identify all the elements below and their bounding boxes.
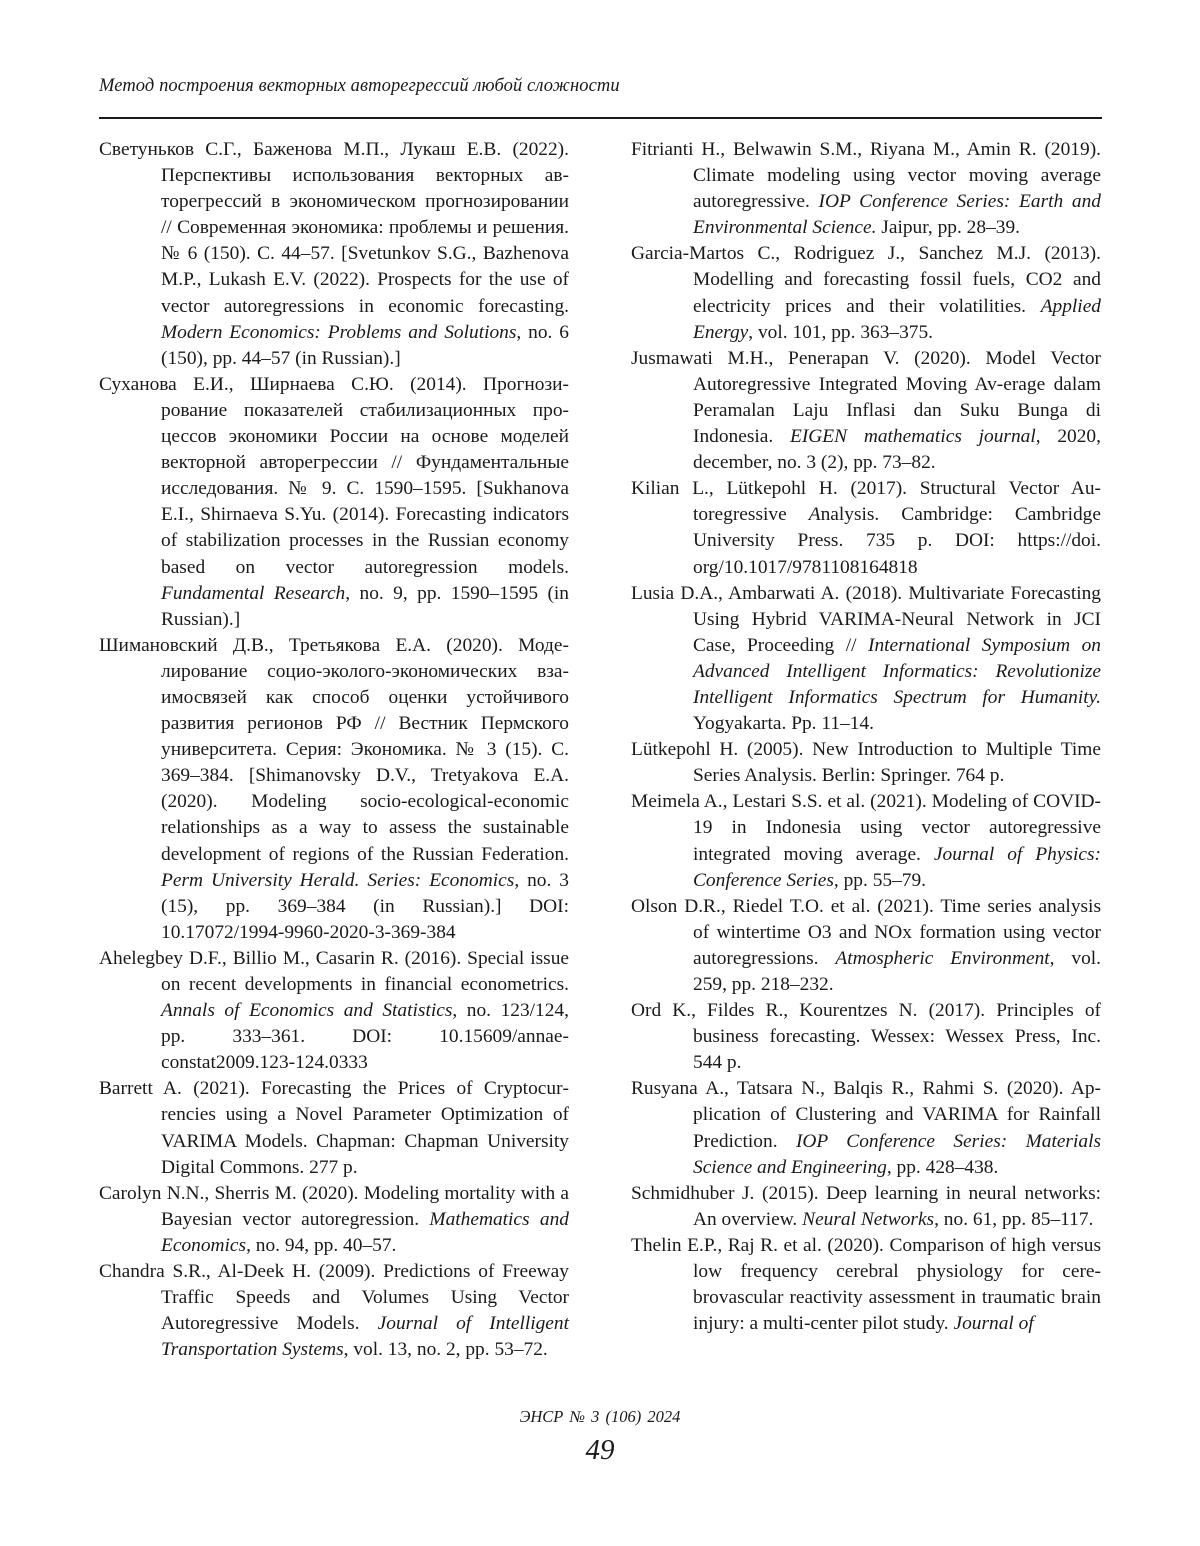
reference-source-title: Mathe­matics and Economics (161, 1209, 569, 1256)
reference-text: Jaipur, pp. 28–39. (876, 217, 1020, 238)
reference-text: , pp. 428–438. (887, 1157, 999, 1178)
reference-text: Ord K., Fildes R., Kourentzes N. (2017). Principles of business forecasting. Wessex: Wessex Press, Inc. 544 p. (631, 1000, 1101, 1073)
reference-source-title: Perm University Herald. Series: Eco­nomics (161, 870, 514, 891)
reference-entry (631, 1076, 1101, 1180)
reference-entry (631, 998, 1101, 1076)
reference-source-title: IOP Conference Series: Earth and Environmental Science. (693, 191, 1101, 238)
reference-source-title: Atmospheric Environ­ment (835, 948, 1049, 969)
reference-source-title: Applied Energy (693, 296, 1101, 343)
reference-text: , vol. 13, no. 2, pp. 53–72. (344, 1339, 548, 1360)
reference-entry (631, 789, 1101, 893)
reference-text: Olson D.R., Riedel T.O. et al. (2021). Time series anal­ysis of wintertime O3 and NOx formation using vector autoregressions. (631, 896, 1101, 969)
reference-entry (99, 633, 569, 946)
reference-entry (631, 1181, 1101, 1233)
reference-text: , no. 123/124, pp. 333–361. DOI: 10.15609/annae­constat2009.123-124.0333 (161, 1000, 569, 1073)
reference-entry (99, 1259, 569, 1363)
page-number: 49 (0, 1434, 1200, 1467)
reference-text: Светуньков С.Г., Баженова М.П., Лукаш Е.В. (2022). Перспективы использования векторных ав­торегрессий в экономическом прогнозирова­нии // Современная экономика: проблемы и ре­шения. № 6 (150). С. 44–57. [Svetunkov S.G., Bazhenova M.P., Lukash E.V. (2022). Prospects for the use of vector autoregressions in economic forecasting. (99, 139, 569, 317)
reference-text: Carolyn N.N., Sherris M. (2020). Modeling mortality with a Bayesian vector autoregression. (99, 1183, 569, 1230)
reference-entry (631, 476, 1101, 580)
reference-text: Garcia-Martos C., Rodriguez J., Sanchez M.J. (2013). Modelling and forecasting fossil fuels, CO2 and electricity prices and their volatilities. (631, 243, 1101, 316)
reference-text: , no. 61, pp. 85–117. (934, 1209, 1093, 1230)
reference-text: , vol. 259, pp. 218–232. (693, 948, 1101, 995)
reference-text: Шимановский Д.В., Третьякова Е.А. (2020). Моде­лирование социо-эколого-экономических вза­имосвязей как способ оценки устойчивого развития регионов РФ // Вестник Пермского университета. Серия: Экономика. № 3 (15). С. 369–384. [Shimanovsky D.V., Tretyako­va E.A. (2020). Modeling socio-ecological-economic relationships as a way to assess the sus­tainable development of regions of the Russian Federation. (99, 635, 569, 865)
references-right-column (631, 137, 1101, 1337)
reference-source-title: Annals of Economics and Statistics (161, 1000, 452, 1021)
reference-text: , no. 9, pp. 1590–1595 (in Russian).] (161, 583, 569, 630)
reference-text: nalysis. Cambridge: Cambridge University Press. 735 p. DOI: https://doi.​org/10.1017/9781108164818 (693, 504, 1101, 577)
reference-source-title: Fundamental Research (161, 583, 345, 604)
reference-text: , no. 6 (150), pp. 44–57 (in Russian).] (161, 322, 569, 369)
reference-entry (631, 1233, 1101, 1337)
reference-text: Ahelegbey D.F., Billio M., Casarin R. (2016). Special issue on recent developments in financial econo­metrics. (99, 948, 569, 995)
reference-entry (631, 137, 1101, 241)
reference-text: , pp. 55–79. (834, 870, 926, 891)
reference-source-title: Journal of Phys­ics: Conference Series (693, 844, 1101, 891)
reference-source-title: Journal of (953, 1313, 1033, 1334)
reference-source-title: International Symposium on Advanced Intelligent Informatics: Revolution­ize Intelligent Informatics Spectrum for Humani­ty. (693, 635, 1101, 708)
header-rule (99, 117, 1102, 119)
reference-text: Meimela A., Lestari S.S. et al. (2021). Modeling of COVID-19 in Indonesia using vector autoregres­sive integrated moving average. (631, 791, 1101, 864)
reference-entry (631, 346, 1101, 476)
reference-text: Суханова Е.И., Ширнаева С.Ю. (2014). Прогнози­рование показателей стабилизационных про­цессов экономики России на основе моделей векторной авторегрессии // Фундаментальные исследования. № 9. С. 1590–1595. [Sukhano­va E.I., Shirnaeva S.Yu. (2014). Forecasting in­dicators of stabilization processes in the Russian economy based on vector autoregression models. (99, 374, 569, 578)
reference-source-title: A (809, 504, 821, 525)
reference-text: Schmidhuber J. (2015). Deep learning in neural net­works: An overview. (631, 1183, 1101, 1230)
reference-source-title: Journal of Intelligent Transportation Systems (161, 1313, 569, 1360)
reference-source-title: Neural Networks (802, 1209, 934, 1230)
reference-entry (99, 1076, 569, 1180)
reference-text: , 2020, december, no. 3 (2), pp. 73–82. (693, 426, 1101, 473)
reference-text: Thelin E.P., Raj R. et al. (2020). Comparison of high ver­sus low frequency cerebral physiology for cere­brovascular reactivity assessment in traumatic brain injury: a multi-center pilot study. (631, 1235, 1101, 1334)
reference-entry (99, 137, 569, 372)
reference-entry (631, 581, 1101, 738)
references-left-column (99, 137, 569, 1363)
reference-entry (99, 372, 569, 633)
reference-entry (99, 1181, 569, 1259)
reference-entry (99, 946, 569, 1076)
reference-text: Kilian L., Lütkepohl H. (2017). Structural Vector Au­toregressive (631, 478, 1101, 525)
reference-entry (631, 894, 1101, 998)
reference-text: , no. 94, pp. 40–57. (246, 1235, 396, 1256)
reference-source-title: IOP Conference Series: Materials Science and Engineering (693, 1131, 1101, 1178)
reference-text: , vol. 101, pp. 363–375. (748, 322, 933, 343)
reference-text: Jusmawati M.H., Penerapan V. (2020). Model Vector Autoregressive Integrated Moving Av-erage da­lam Peramalan Laju Inflasi dan Suku Bunga di Indonesia. (631, 348, 1101, 447)
journal-issue: ЭНСР № 3 (106) 2024 (0, 1407, 1200, 1427)
reference-text: Barrett A. (2021). Forecasting the Prices of Cryptocur­rencies using a Novel Parameter Optimization of VARIMA Models. Chapman: Chapman Universi­ty Digital Commons. 277 p. (99, 1078, 569, 1177)
reference-text: Lusia D.A., Ambarwati A. (2018). Multivariate Forecast­ing Using Hybrid VARIMA-Neural Network in JCI Case, Proceeding // (631, 583, 1101, 656)
reference-text: Lütkepohl H. (2005). New Introduction to Multiple Time Series Analysis. Berlin: Springer. 764 p. (631, 739, 1101, 786)
reference-text: Chandra S.R., Al-Deek H. (2009). Predictions of Free­way Traffic Speeds and Volumes Using Vector Autoregressive Models. (99, 1261, 569, 1334)
reference-source-title: EIGEN mathematics journal (790, 426, 1036, 447)
running-head: Метод построения векторных авторегрессий любой сложности (99, 76, 620, 97)
reference-text: Fitrianti H., Belwawin S.M., Riyana M., Amin R. (2019). Climate modeling using vector moving average autoregressive. (631, 139, 1101, 212)
reference-text: Rusyana A., Tatsara N., Balqis R., Rahmi S. (2020). Ap­plication of Clustering and VARIMA for Rainfall Prediction. (631, 1078, 1101, 1151)
reference-text: Yogyakarta. Pp. 11–14. (693, 713, 874, 734)
reference-entry (631, 241, 1101, 345)
reference-entry (631, 737, 1101, 789)
reference-source-title: Modern Economics: Problems and Solutions (161, 322, 516, 343)
reference-text: , no. 3 (15), pp. 369–384 (in Russian).] DOI: 10.17072/1994-9960-2020-3-369-384 (161, 870, 569, 943)
